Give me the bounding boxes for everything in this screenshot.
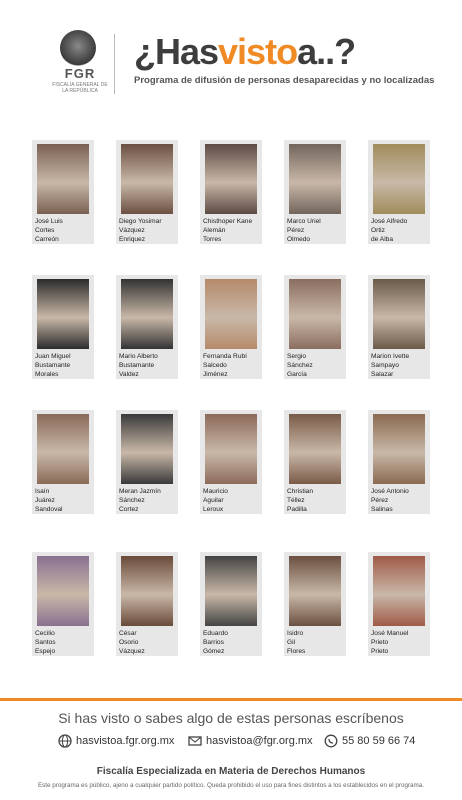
person-name-line2: Santos xyxy=(35,639,56,646)
campaign-tagline: Programa de difusión de personas desaparecidas y no localizadas xyxy=(134,75,435,86)
person-name-line1: Fernanda Rubí xyxy=(203,353,247,360)
person-photo xyxy=(373,144,425,214)
person-name xyxy=(203,352,263,379)
person-name-line2: Barrios xyxy=(203,639,224,646)
person-name-line1: Eduardo xyxy=(203,630,228,637)
person-name-line3: Torres xyxy=(203,236,222,243)
person-name-line2: Cortes xyxy=(35,227,55,234)
person-name-line3: de Alba xyxy=(371,236,393,243)
person-card xyxy=(284,552,346,656)
person-name-line3: Espejo xyxy=(35,648,56,655)
person-name-line1: Cecilio xyxy=(35,630,55,637)
person-name-line2: Alemán xyxy=(203,227,226,234)
person-name xyxy=(287,352,347,379)
website-link[interactable] xyxy=(58,734,174,748)
person-name-line3: Leroux xyxy=(203,506,224,513)
footer-disclaimer: Este programa es público, ajeno a cualquier partido político. Queda prohibido el uso para fines distintos a los establecidos en el programa. xyxy=(37,782,425,789)
person-name-line2: Gil xyxy=(287,639,296,646)
person-name xyxy=(371,352,431,379)
person-photo xyxy=(121,414,173,484)
person-photo xyxy=(289,144,341,214)
person-name xyxy=(35,352,95,379)
person-name-line1: Isidro xyxy=(287,630,304,637)
person-name xyxy=(203,629,263,656)
person-name xyxy=(371,217,431,244)
person-card xyxy=(284,140,346,244)
person-name-line3: Salinas xyxy=(371,506,393,513)
person-name-line3: Valdez xyxy=(119,371,139,378)
coat-of-arms-seal-icon xyxy=(60,30,96,66)
person-name-line3: Olmedo xyxy=(287,236,311,243)
person-name-line1: Christian xyxy=(287,488,314,495)
person-name-line1: José Alfredo xyxy=(371,218,408,225)
campaign-title xyxy=(134,32,355,72)
header-divider xyxy=(114,34,115,94)
person-name xyxy=(119,217,179,244)
email-link[interactable] xyxy=(188,734,313,748)
orange-divider xyxy=(0,698,462,701)
person-name-line1: José Antonio xyxy=(371,488,409,495)
person-name-line1: Sergio xyxy=(287,353,307,360)
person-name xyxy=(35,629,95,656)
person-photo xyxy=(289,556,341,626)
person-card xyxy=(32,552,94,656)
person-card xyxy=(200,552,262,656)
email-text: hasvistoa@fgr.org.mx xyxy=(206,735,313,747)
person-name-line1: Isaín xyxy=(35,488,50,495)
call-to-action: Si has visto o sabes algo de estas personas escríbenos xyxy=(58,710,404,726)
person-name-line1: Juan Miguel xyxy=(35,353,71,360)
person-card xyxy=(116,140,178,244)
brand-prefix: ¿Has xyxy=(134,31,219,72)
person-card xyxy=(116,410,178,514)
person-card xyxy=(116,275,178,379)
person-name xyxy=(371,487,431,514)
person-name-line1: Diego Yosimar xyxy=(119,218,162,225)
person-name-line3: Morales xyxy=(35,371,59,378)
person-name-line3: Prieto xyxy=(371,648,389,655)
person-name-line1: Marion Ivette xyxy=(371,353,410,360)
person-name-line2: Pérez xyxy=(287,227,305,234)
person-name-line2: Téllez xyxy=(287,497,305,504)
person-name-line3: Flores xyxy=(287,648,306,655)
person-name-line1: José Luis xyxy=(35,218,63,225)
whatsapp-icon xyxy=(324,734,338,748)
person-name-line2: Ortiz xyxy=(371,227,385,234)
person-photo xyxy=(205,279,257,349)
phone-text: 55 80 59 66 74 xyxy=(342,735,416,747)
person-photo xyxy=(373,279,425,349)
person-name-line2: Vázquez xyxy=(119,227,145,234)
person-photo xyxy=(205,144,257,214)
person-name xyxy=(287,217,347,244)
person-name-line2: Sánchez xyxy=(119,497,145,504)
person-photo xyxy=(37,414,89,484)
person-card xyxy=(368,410,430,514)
person-photo xyxy=(373,414,425,484)
person-name-line1: Chisthoper Kane xyxy=(203,218,253,225)
person-name-line2: Bustamante xyxy=(119,362,155,369)
person-name-line3: Cortez xyxy=(119,506,139,513)
person-photo xyxy=(289,279,341,349)
person-name-line1: José Manuel xyxy=(371,630,409,637)
person-name xyxy=(287,629,347,656)
person-card xyxy=(200,140,262,244)
person-name xyxy=(119,352,179,379)
person-name-line3: Padilla xyxy=(287,506,307,513)
person-card xyxy=(368,552,430,656)
person-name-line2: Salcedo xyxy=(203,362,227,369)
person-name xyxy=(371,629,431,656)
person-name-line2: Juárez xyxy=(35,497,55,504)
person-photo xyxy=(289,414,341,484)
person-card xyxy=(32,410,94,514)
person-card xyxy=(284,275,346,379)
person-name-line3: Sandoval xyxy=(35,506,63,513)
person-name xyxy=(203,217,263,244)
agency-logo-text: FGR xyxy=(64,66,96,81)
person-name-line2: Sánchez xyxy=(287,362,313,369)
person-name-line2: Sampayo xyxy=(371,362,399,369)
person-card xyxy=(284,410,346,514)
person-name-line3: Vázquez xyxy=(119,648,145,655)
person-name xyxy=(203,487,263,514)
website-text: hasvistoa.fgr.org.mx xyxy=(76,735,175,747)
mail-icon xyxy=(188,734,202,748)
person-name-line2: Bustamante xyxy=(35,362,71,369)
person-name xyxy=(119,487,179,514)
person-card xyxy=(32,140,94,244)
brand-highlight: visto xyxy=(218,31,298,72)
person-name-line2: Pérez xyxy=(371,497,389,504)
person-photo xyxy=(121,279,173,349)
person-photo xyxy=(37,279,89,349)
person-name-line1: Marco Uriel xyxy=(287,218,321,225)
globe-icon xyxy=(58,734,72,748)
person-card xyxy=(200,275,262,379)
footer-office: Fiscalía Especializada en Materia de Derechos Humanos xyxy=(96,766,366,777)
person-name-line1: Mario Alberto xyxy=(119,353,158,360)
person-photo xyxy=(205,414,257,484)
person-name xyxy=(287,487,347,514)
person-name-line3: Jiménez xyxy=(203,371,228,378)
person-name xyxy=(35,217,95,244)
person-name-line3: Salazar xyxy=(371,371,394,378)
person-photo xyxy=(121,556,173,626)
person-photo xyxy=(37,556,89,626)
person-card xyxy=(116,552,178,656)
person-name-line1: Meran Jazmín xyxy=(119,488,161,495)
person-photo xyxy=(121,144,173,214)
person-card xyxy=(200,410,262,514)
person-card xyxy=(368,140,430,244)
person-name-line3: Carreón xyxy=(35,236,59,243)
person-photo xyxy=(37,144,89,214)
person-name-line2: Osorio xyxy=(119,639,139,646)
person-name-line1: Mauricio xyxy=(203,488,228,495)
person-card xyxy=(368,275,430,379)
phone-link[interactable] xyxy=(324,734,415,748)
person-name xyxy=(35,487,95,514)
person-photo xyxy=(373,556,425,626)
header xyxy=(0,0,462,110)
person-name-line3: Enriquez xyxy=(119,236,146,243)
person-name-line2: Prieto xyxy=(371,639,389,646)
person-photo xyxy=(205,556,257,626)
agency-subtitle: FISCALÍA GENERAL DE LA REPÚBLICA xyxy=(52,82,108,94)
brand-suffix: a..? xyxy=(297,31,356,72)
person-name-line3: Gómez xyxy=(203,648,225,655)
person-name xyxy=(119,629,179,656)
person-card xyxy=(32,275,94,379)
person-name-line2: Aguilar xyxy=(203,497,224,504)
person-name-line1: César xyxy=(119,630,137,637)
person-name-line3: García xyxy=(287,371,307,378)
